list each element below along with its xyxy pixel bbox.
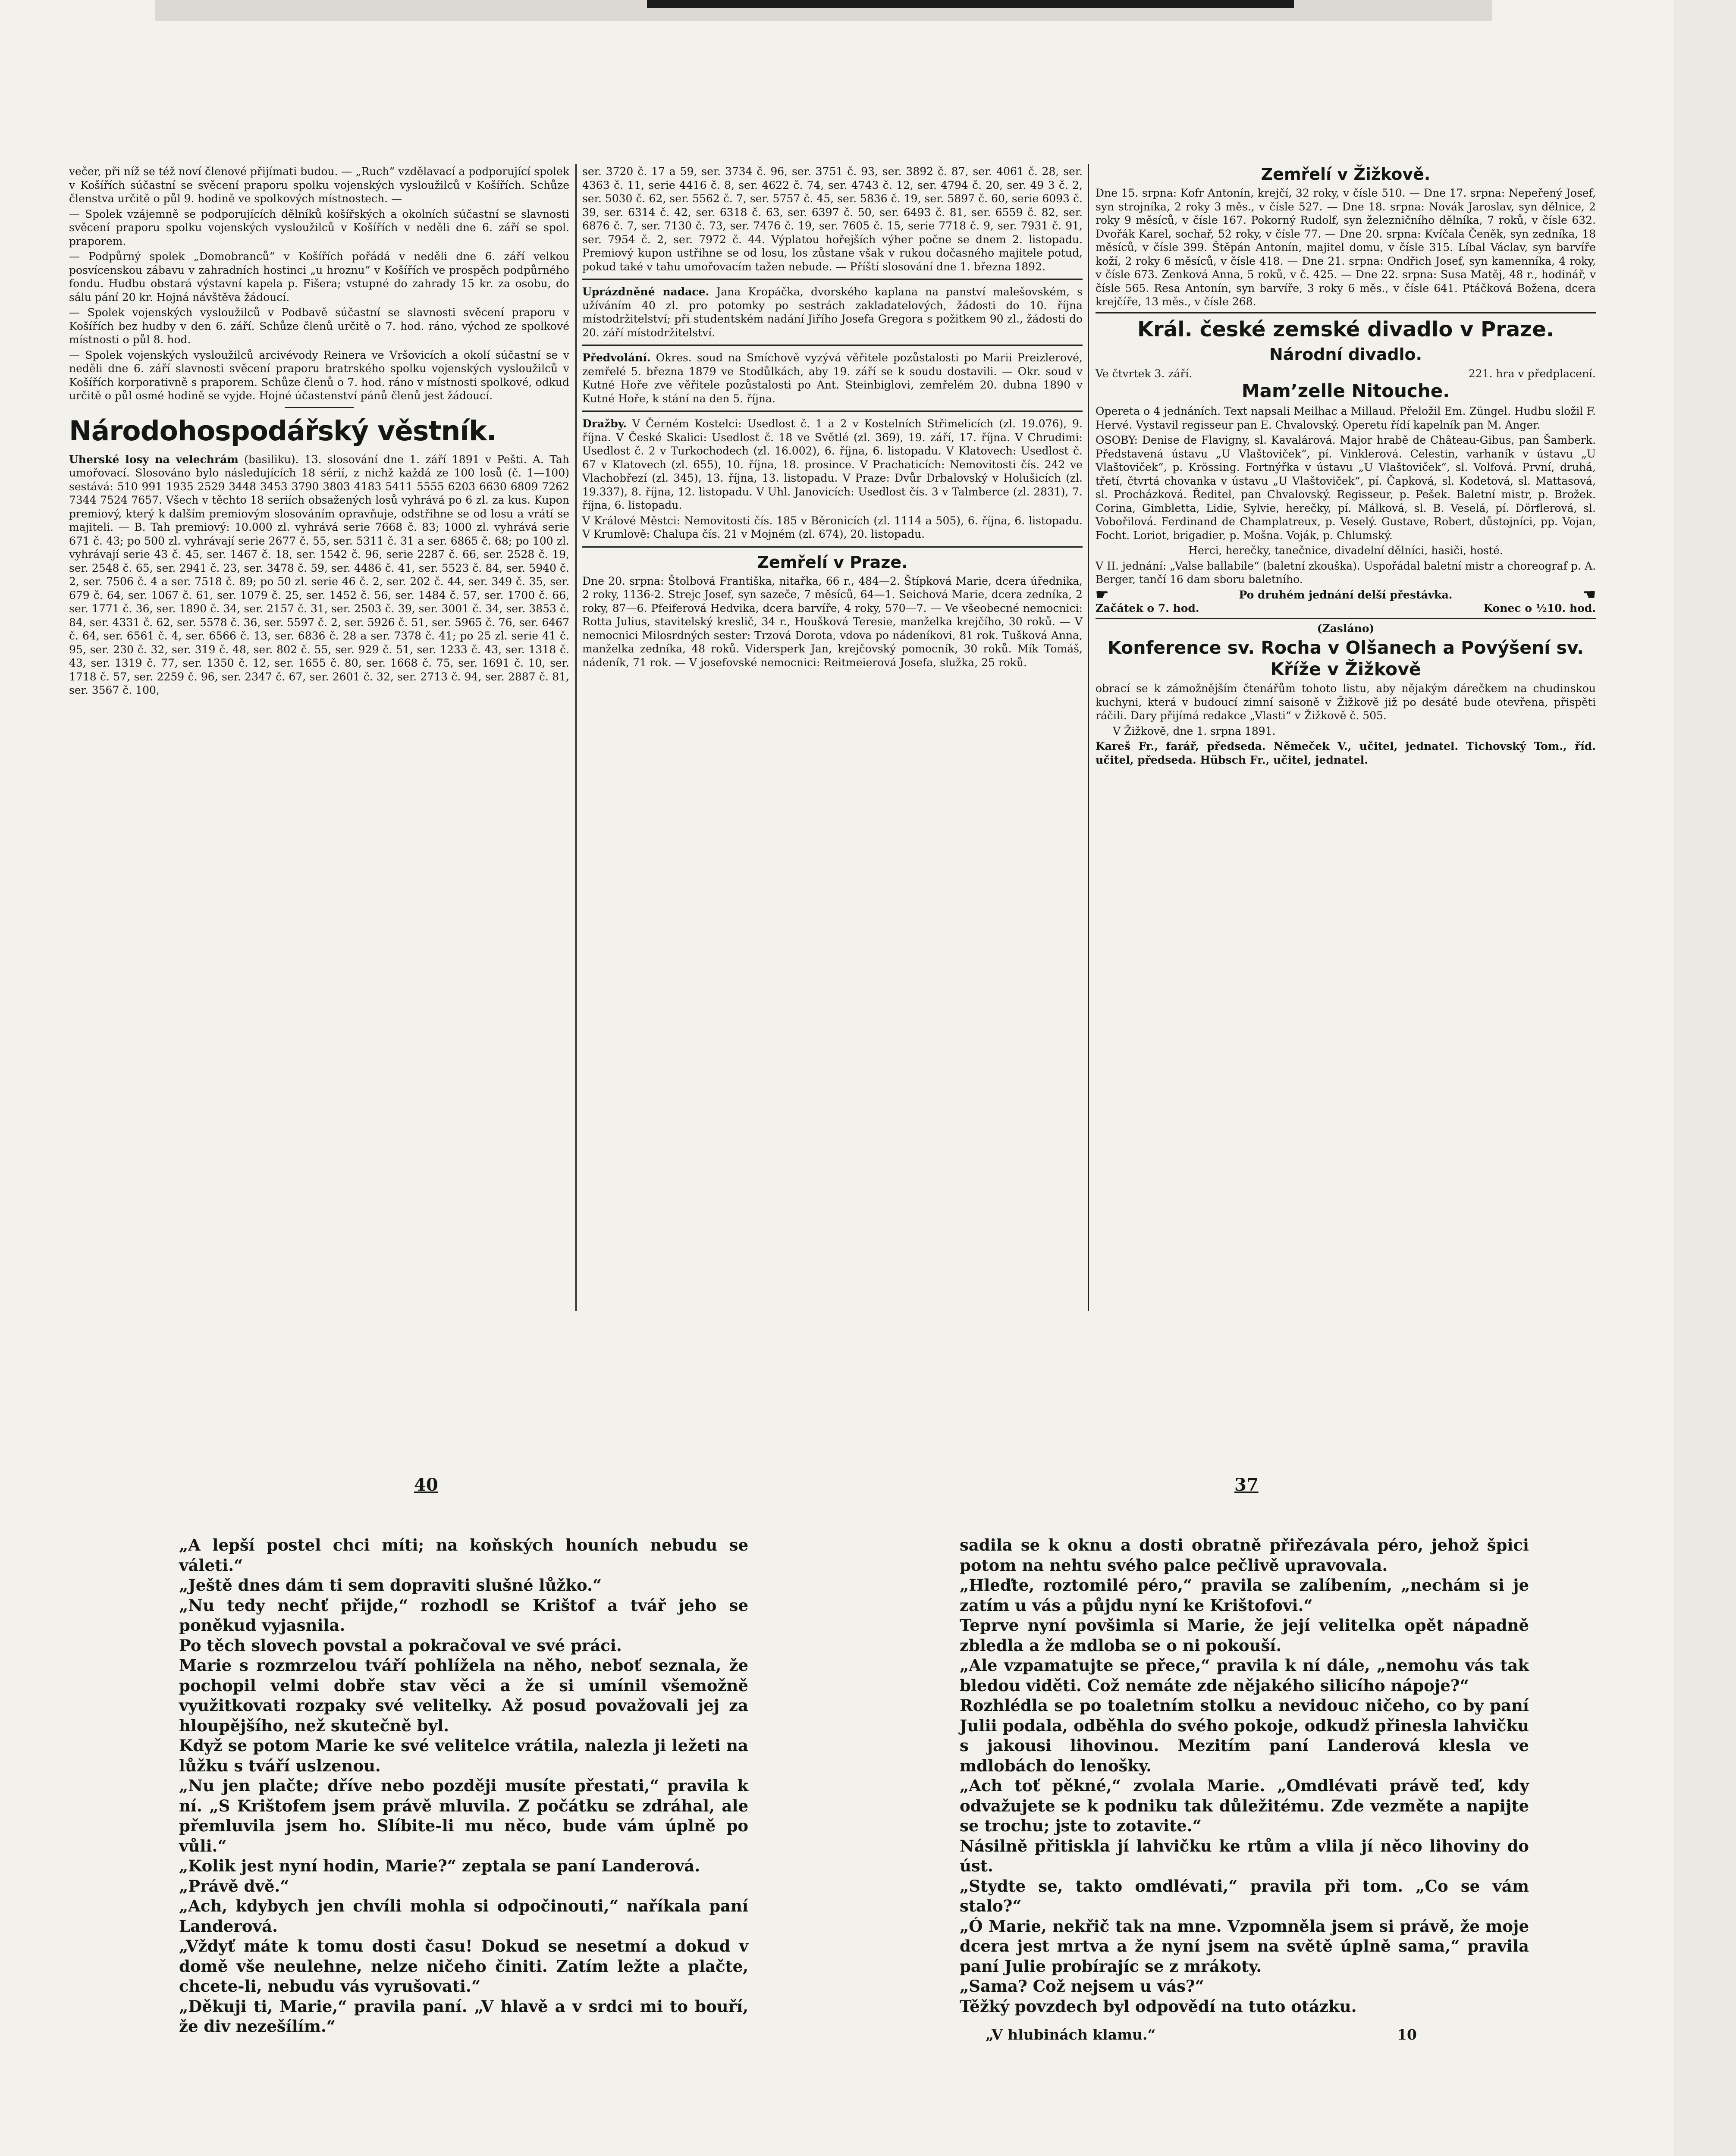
summons-notice [582,351,1083,405]
novel-paragraph: Rozhlédla se po toaletním stolku a nevidouc ničeho, co by paní Julii podala, odběhla do svého pokoje, odkudž přinesla lahvičku s jakousi lihovinou. Mezitím paní Landerová klesla ve mdlobách do lenošky. [960,1696,1529,1775]
lottery-continued: ser. 3720 č. 17 a 59, ser. 3734 č. 96, ser. 3751 č. 93, ser. 3892 č. 87, ser. 4061 č. 28, ser. 4363 č. 11, serie 4416 č. 8, ser. 4622 č. 74, ser. 4743 č. 12, ser. 4794 č. 20, ser. 49 3 č. 2, ser. 5030 č. 62, ser. 5562 č. 7, ser. 5757 č. 45, ser. 5836 č. 19, ser. 5897 č. 60, serie 6093 č. 39, ser. 6314 č. 42, ser. 6318 č. 63, ser. 6397 č. 50, ser. 6493 č. 81, ser. 6559 č. 82, ser. 6876 č. 7, ser. 7130 č. 73, ser. 7476 č. 19, ser. 7605 č. 15, serie 7718 č. 9, ser. 7931 č. 91, ser. 7954 č. 2, ser. 7972 č. 44. Výplatou hořejších výher počne se dnem 2. listopadu. Premiový kupon ustřihne se od losu, los zůstane však v rukou dočasného majitele potud, pokud také v tahu umořovacím tažen nebude. — Příští slosování dne 1. března 1892. [582,165,1083,273]
column-1 [69,165,569,699]
lottery-title: Uherské losy na velechrám [69,453,239,466]
conference-date: V Žižkově, dne 1. srpna 1891. [1113,724,1276,737]
deaths-prague-title: Zemřelí v Praze. [757,552,908,572]
section-title: Národohospodářský věstník. [69,415,496,447]
pointing-hand-left-icon: ☚ [1582,586,1596,603]
novel-footer-number: 10 [1397,2026,1417,2043]
performance-number: 221. hra v předplacení. [1468,367,1596,380]
notice-paragraph: — Spolek vojenských vysloužilců v Podbavě súčastní se slavnosti svěcení praporu v Košířích bez hudby v den 6. září. Schůze členů určitě o 7. hod. ráno, východ ze spolkové místnosti o půl 8. hod. [69,306,569,346]
intermission-text: Po druhém jednání delší přestávka. [1239,588,1453,601]
conference-title: Konference sv. Rocha v Olšanech a Povýšení sv. Kříže v Žižkově [1108,637,1584,680]
column-2 [582,165,1083,671]
conference-text: obrací se k zámožnějším čtenářům tohoto listu, aby nějakým dárečkem na chudinskou kuchyni, která v budoucí zimní saisoně v Žižkově již po desáté bude otevřena, přispěti ráčili. Dary přijímá redakce „Vlasti“ v Žižkově č. 505. [1096,682,1596,722]
play-title: Mam’zelle Nitouche. [1241,380,1450,401]
novel-paragraph: Násilně přitiskla jí lahvičku ke rtům a vlila jí něco lihoviny do úst. [960,1836,1529,1875]
lottery-paragraph [69,453,569,697]
vacancy-title: Uprázdněné nadace. [582,285,709,298]
start-time: Začátek o 7. hod. [1096,602,1199,614]
deaths-prague-text: Dne 20. srpna: Štolbová Františka, nitařka, 66 r., 484—2. Štípková Marie, dcera úřednika, 2 roky, 1136-2. Strejc Josef, syn sazeče, 7 měsíců, 64—1. Seichová Marie, dcera zedníka, 2 roky, 87—6. Pfeiferová Hedvika, dcera barvíře, 4 roky, 570—7. — Ve všeobecné nemocnici: Rotta Julius, stavitelský kreslič, 34 r., Houšková Teresie, manželka krejčího, 30 roků. — V nemocnici Milosrdných sester: Trzová Dorota, vdova po nádeníkovi, 81 rok. Tušková Anna, manželka zedníka, 48 roků. Vidersperk Jan, krejčovský pomocník, 30 roků. Mík Tomáš, nádeník, 71 rok. — V josefovské nemocnici: Reitmeierová Josefa, služka, 25 roků. [582,574,1083,669]
novel-page-right [960,1535,1529,2045]
section-divider [1096,312,1596,313]
theatre-subtitle: Národní divadlo. [1269,345,1422,364]
summons-text: Okres. soud na Smíchově vyzývá věřitele pozůstalosti po Marii Preizlerové, zemřelé 5. března 1879 ve Stodůlkách, aby 19. září se k soudu dostavili. — Okr. soud v Kutné Hoře zve věřitele pozůstalosti po Ant. Steinbiglovi, zemřelém 20. dubna 1890 v Kutné Hoře, k stání na den 5. října. [582,351,1083,405]
novel-paragraph: „Sama? Což nejsem u vás?“ [960,1977,1204,1996]
deaths-zizkov-title: Zemřelí v Žižkově. [1261,165,1431,184]
summons-title: Předvolání. [582,351,651,364]
novel-paragraph: „Nu jen plačte; dříve nebo později musíte přestati,“ pravila k ní. „S Krištofem jsem právě mluvila. Z počátku se zdráhal, ale přemluvila jsem ho. Slíbite-li mu něco, bude vám úplně po vůli.“ [179,1776,748,1855]
auctions-notice [582,417,1083,512]
novel-paragraph: „Právě dvě.“ [179,1876,289,1896]
novel-paragraph: Teprve nyní povšimla si Marie, že její velitelka opět nápadně zbledla a že mdloba se o ni pokouší. [960,1616,1529,1655]
novel-paragraph: Po těch slovech povstal a pokračoval ve své práci. [179,1636,622,1655]
section-divider [1096,618,1596,619]
novel-paragraph: „Stydte se, takto omdlévati,“ pravila při tom. „Co se vám stalo?“ [960,1876,1529,1915]
novel-paragraph: „Děkuji ti, Marie,“ pravila paní. „V hlavě a v srdci mi to bouří, že div nezešílím.“ [179,1996,748,2036]
novel-paragraph: Marie s rozmrzelou tváří pohlížela na něho, neboť seznala, že pochopil velmi dobře stav věci a že si umínil všemožně využitkovati rozpaky své velitelky. Až posud považovali jej za hloupějšího, než skutečně byl. [179,1656,748,1735]
section-divider [285,407,354,408]
sent-in-label: (Zasláno) [1317,622,1375,635]
notice-paragraph: večer, při níž se též noví členové přijímati budou. — „Ruch“ vzdělavací a podporující spolek v Košířích súčastní se svěcení praporu spolku vojenských vysloužilců v Košířích. Schůze členstva určitě o půl 9. hodině ve spolkových místnostech. — [69,165,569,205]
section-divider [582,345,1083,346]
intermission-line [1096,588,1596,602]
page-number-right: 37 [1234,1475,1259,1495]
novel-paragraph: „Ó Marie, nekřič tak na mne. Vzpomněla jsem si právě, že moje dcera jest mrtva a že nyní jsem na světě úplně sama,“ pravila paní Julie probírajíc se z mrákoty. [960,1916,1529,1976]
column-rule-1 [575,164,577,1311]
section-divider [582,546,1083,548]
play-act-note: V II. jednání: „Valse ballabile“ (baletní zkouška). Uspořádal baletní mistr a choreograf p. A. Berger, tančí 16 dam sboru baletního. [1096,559,1596,586]
novel-paragraph: Když se potom Marie ke své velitelce vrátila, nalezla ji ležeti na lůžku s tváří uslzenou. [179,1736,748,1775]
play-extras: Herci, herečky, tanečnice, divadelní dělníci, hasiči, hosté. [1188,544,1503,557]
conference-signature: Kareš Fr., farář, předseda. Němeček V., učitel, jednatel. Tichovský Tom., říd. učitel, předseda. Hübsch Fr., učitel, jednatel. [1096,740,1596,766]
novel-paragraph: „Kolik jest nyní hodin, Marie?“ zeptala se paní Landerová. [179,1856,700,1875]
scan-margin-right [1673,0,1736,2156]
novel-paragraph: Těžký povzdech byl odpovědí na tuto otázku. [960,1996,1357,2016]
play-cast: OSOBY: Denise de Flavigny, sl. Kavalárová. Major hrabě de Château-Gibus, pan Šamberk. Představená ústavu „U Vlaštoviček“, pí. Vinklerová. Celestin, varhaník v ústavu „U Vlaštoviček“, p. Krössing. Fortnýřka v ústavu „U Vlaštoviček“, sl. Volfová. První, druhá, třetí, čtvrtá chovanka v ústavu „U Vlaštoviček“, pí. Čapková, sl. Kodetová, sl. Mattasová, sl. Procházková. Ředitel, pan Chvalovský. Regisseur, p. Pešek. Baletní mistr, p. Brožek. Corina, Gimbletta, Lidie, Sylvie, herečky, pí. Málková, sl. B. Veselá, pí. Dörflerová, sl. Vobořilová. Ferdinand de Champlatreux, p. Veselý. Gustave, Robert, důstojníci, pp. Vojan, Focht. Loriot, brigadier, p. Mošna. Voják, p. Chlumský. [1096,434,1596,542]
play-description: Opereta o 4 jednáních. Text napsali Meilhac a Millaud. Přeložil Em. Züngel. Hudbu složil F. Hervé. Vystavil regisseur pan E. Chvalovský. Operetu řídí kapelník pan M. Anger. [1096,405,1596,431]
page-number-left: 40 [414,1475,438,1495]
section-divider [582,279,1083,280]
notice-paragraph: — Podpůrný spolek „Domobranců“ v Košířích pořádá v neděli dne 6. září velkou posvícenskou zábavu v zahradních hostinci „u hroznu“ v Košířích ve prospěch podpůrného fondu. Hudbu obstará výstavní kapela p. Fišera; vstupné do zahrady 15 kr. za osobu, do sálu pání 20 kr. Hojná návštěva žádoucí. [69,250,569,304]
notice-paragraph: — Spolek vzájemně se podporujících dělníků košířských a okolních súčastní se slavnosti svěcení praporu spolku vojenských vysloužilců v Košířích v neděli dne 6. září se spol. praporem. [69,207,569,248]
notice-paragraph: — Spolek vojenských vysloužilců arcivévody Reinera ve Vršovicích a okolí súčastní se v neděli dne 6. září slavnosti svěcení praporu bratrského spolku vojenských vysloužilců v Košířích korporativně s praporem. Schůze členů o 7. hod. ráno v místnosti spolkové, odkud určitě o půl osmé hodině se vyjde. Hojné účastenství pánů členů jest žádoucí. [69,348,569,402]
vacancy-text: Jana Kropáčka, dvorského kaplana na panství malešovském, s užíváním 40 zl. pro potomky po sestrách zakladatelových, žádosti do 10. října místodržitelství; při studentském nadání Jiřího Josefa Gregora s požitkem 90 zl., žádosti do 20. září místodržitelství. [582,285,1083,339]
auctions-title: Dražby. [582,417,627,430]
column-rule-2 [1088,164,1089,1311]
novel-paragraph: „A lepší postel chci míti; na koňských houních nebudu se váleti.“ [179,1536,748,1575]
lottery-text: (basiliku). 13. slosování dne 1. září 1891 v Pešti. A. Tah umořovací. Slosováno bylo následujících 18 sérií, z nichž každá ze 100 losů (č. 1—100) sestává: 510 991 1935 2529 3448 3453 3790 3803 4183 5411 5555 6203 6630 6809 7262 7344 7524 7657. Všech v těchto 18 seriích obsažených losů vyhrává po 6 zl. za kus. Kupon premiový, který k dalším premiovým slosováním opravňuje, odstřihne se od losu a vrátí se majiteli. — B. Tah premiový: 10.000 zl. vyhrává serie 7668 č. 83; 1000 zl. vyhrává serie 671 č. 43; po 500 zl. vyhrávají serie 2677 č. 55, ser. 5311 č. 31 a ser. 6865 č. 68; po 100 zl. vyhrávají serie 43 č. 45, ser. 1467 č. 18, ser. 1542 č. 96, serie 2287 č. 66, ser. 2528 č. 19, ser. 2548 č. 65, ser. 2941 č. 23, ser. 3478 č. 59, ser. 4486 č. 41, ser. 5523 č. 84, ser. 5940 č. 2, ser. 7506 č. 4 a ser. 7518 č. 89; po 50 zl. serie 46 č. 2, ser. 202 č. 44, ser. 349 č. 35, ser. 679 č. 64, ser. 1067 č. 61, ser. 1079 č. 25, ser. 1452 č. 56, ser. 1484 č. 57, ser. 1700 č. 66, ser. 1771 č. 36, ser. 1890 č. 34, ser. 2157 č. 31, ser. 2503 č. 39, ser. 3001 č. 34, ser. 3853 č. 84, ser. 4331 č. 62, ser. 5578 č. 36, ser. 5597 č. 2, ser. 5926 č. 51, ser. 5965 č. 76, ser. 6467 č. 64, ser. 6561 č. 4, ser. 6566 č. 13, ser. 6836 č. 28 a ser. 7378 č. 41; po 25 zl. serie 41 č. 95, ser. 230 č. 32, ser. 319 č. 48, ser. 802 č. 55, ser. 929 č. 51, ser. 1233 č. 43, ser. 1318 č. 43, ser. 1319 č. 77, ser. 1350 č. 12, ser. 1655 č. 80, ser. 1668 č. 75, ser. 1691 č. 10, ser. 1718 č. 57, ser. 2259 č. 96, ser. 2347 č. 67, ser. 2601 č. 32, ser. 2713 č. 94, ser. 2887 č. 81, ser. 3567 č. 100, [69,453,569,696]
timing-line [1096,602,1596,615]
auctions-notice-2: V Králové Městci: Nemovitosti čís. 185 v Běronicích (zl. 1114 a 505), 6. října, 6. listopadu. V Krumlově: Chalupa čís. 21 v Mojném (zl. 674), 20. listopadu. [582,514,1083,540]
column-3 [1096,165,1596,768]
auctions-text: V Černém Kostelci: Usedlost č. 1 a 2 v Kostelních Střimelicích (zl. 19.076), 9. října. V České Skalici: Usedlost č. 18 ve Světlé (zl. 369), 19. září, 17. října. V Chrudimi: Usedlost č. 2 v Turkochodech (zl. 16.002), 6. října, 6. listopadu. V Klatovech: Usedlost č. 67 v Klatovech (zl. 655), 10. října, 18. prosince. V Prachaticích: Nemovitosti čís. 242 ve Vlachobřezí (zl. 345), 13. října, 13. listopadu. V Praze: Dvůr Drbalovský v Holušicích (zl. 19.337), 8. října, 12. listopadu. V Uhl. Janovicích: Usedlost čís. 3 v Talmberce (zl. 2831), 7. října, 6. listopadu. [582,417,1083,511]
novel-footer-title: „V hlubinách klamu.“ [986,2026,1156,2043]
performance-line [1096,367,1596,381]
deaths-zizkov-text: Dne 15. srpna: Kofr Antonín, krejčí, 32 roky, v čísle 510. — Dne 17. srpna: Nepeřený Josef, syn strojníka, 2 roky 3 měs., v čísle 527. — Dne 18. srpna: Novák Jaroslav, syn dělnice, 2 roky 9 měsíců, v čísle 167. Pokorný Rudolf, syn železničního dělníka, 7 roků, v čísle 632. Dvořák Karel, sochař, 52 roky, v čísle 77. — Dne 20. srpna: Kvíčala Čeněk, syn zedníka, 18 měsíců, v čísle 399. Štěpán Antonín, majitel domu, v čísle 315. Líbal Václav, syn barvíře koží, 2 roky 6 měsíců, v čísle 418. — Dne 21. srpna: Ondřich Josef, syn kamenníka, 4 roky, v čísle 673. Zenková Anna, 5 roků, v č. 425. — Dne 22. srpna: Susa Matěj, 48 r., hodinář, v čísle 565. Resa Antonín, syn barvíře, 3 roky 6 měs., v čísle 641. Ptáčková Božena, dcera krejčíře, 13 měs., v čísle 268. [1096,187,1596,308]
novel-paragraph: „Ale vzpamatujte se přece,“ pravila k ní dále, „nemohu vás tak bledou viděti. Což nemáte zde nějakého silicího nápoje?“ [960,1656,1529,1695]
novel-paragraph: „Vždyť máte k tomu dosti času! Dokud se nesetmí a dokud v domě vše neulehne, nelze ničeho činiti. Zatím ležte a plačte, chcete-li, nebudu vás vyrušovati.“ [179,1937,748,1996]
scan-dark-band [647,0,1294,8]
vacancy-notice [582,285,1083,339]
novel-page-left [179,1535,748,2037]
novel-paragraph: „Ach toť pěkné,“ zvolala Marie. „Omdlévati právě teď, kdy odvažujete se k podniku tak důležitému. Zde vezměte a napijte se trochu; jste to zotavite.“ [960,1776,1529,1835]
pointing-hand-icon: ☛ [1096,586,1109,603]
novel-paragraph: „Ještě dnes dám ti sem dopraviti slušné lůžko.“ [179,1576,602,1595]
section-divider [582,411,1083,412]
performance-date: Ve čtvrtek 3. září. [1096,367,1193,380]
theatre-title: Král. české zemské divadlo v Praze. [1137,317,1554,342]
novel-paragraph: „Nu tedy nechť přijde,“ rozhodl se Krištof a tvář jeho se poněkud vyjasnila. [179,1595,748,1635]
novel-paragraph: „Ach, kdybych jen chvíli mohla si odpočinouti,“ naříkala paní Landerová. [179,1896,748,1936]
novel-paragraph: „Hleďte, roztomilé péro,“ pravila se zalíbením, „nechám si je zatím u vás a půjdu nyní ke Krištofovi.“ [960,1576,1529,1615]
end-time: Konec o ½10. hod. [1483,602,1596,614]
novel-footer [960,2025,1529,2045]
novel-paragraph: sadila se k oknu a dosti obratně přiřezávala péro, jehož špici potom na nehtu svého palce pečlivě upravovala. [960,1536,1529,1575]
